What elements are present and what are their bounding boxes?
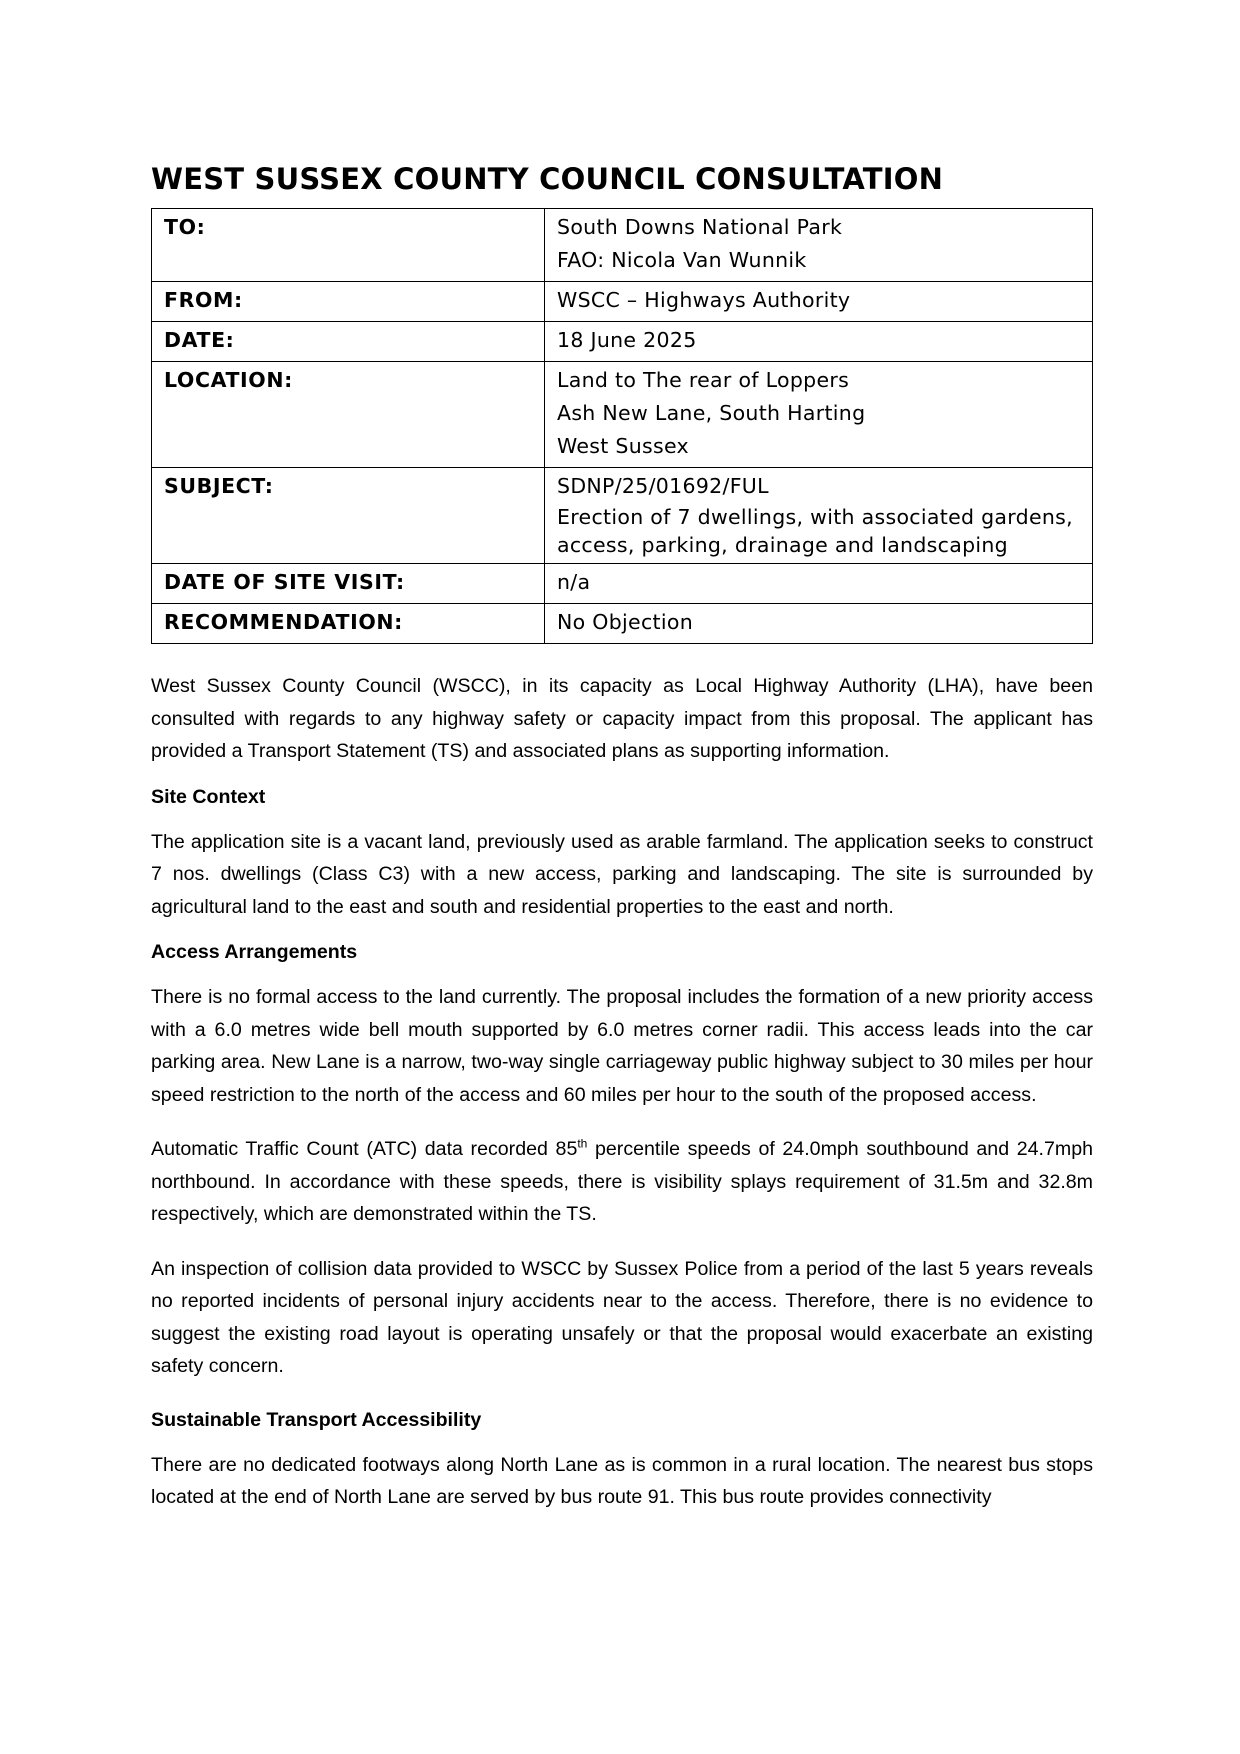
location-label: LOCATION: (152, 362, 545, 468)
location-value (545, 362, 1093, 468)
to-label: TO: (152, 209, 545, 282)
table-row (152, 322, 1093, 362)
date-line-1: 18 June 2025 (557, 328, 697, 352)
access-paragraph-2-start: Automatic Traffic Count (ATC) data recorded 85 (151, 1138, 578, 1160)
intro-paragraph: West Sussex County Council (WSCC), in its capacity as Local Highway Authority (LHA), have been consulted with regards to any highway safety or capacity impact from this proposal. The applicant has provided a Transport Statement (TS) and associated plans as supporting information. (151, 675, 1093, 762)
recommendation-label: RECOMMENDATION: (152, 604, 545, 644)
subject-label: SUBJECT: (152, 468, 545, 564)
consultation-info-table (151, 208, 1093, 644)
subject-line-2: Erection of 7 dwellings, with associated gardens, (557, 505, 1073, 529)
date-label: DATE: (152, 322, 545, 362)
table-row (152, 604, 1093, 644)
from-line-1: WSCC – Highways Authority (557, 288, 851, 312)
document-title: WEST SUSSEX COUNTY COUNCIL CONSULTATION (151, 162, 944, 196)
table-row (152, 282, 1093, 322)
document-page (151, 160, 1093, 1528)
from-label: FROM: (152, 282, 545, 322)
sustainable-transport-paragraph: There are no dedicated footways along North Lane as is common in a rural location. The nearest bus stops located at the end of North Lane are served by bus route 91. This bus route provides connectivity (151, 1453, 1093, 1508)
from-value (545, 282, 1093, 322)
table-row (152, 564, 1093, 604)
site-context-paragraph: The application site is a vacant land, previously used as arable farmland. The application seeks to construct 7 nos. dwellings (Class C3) with a new access, parking and landscaping. The site is surrounded by agricultural land to the east and south and residential properties to the east and north. (151, 830, 1093, 918)
recommendation-value (545, 604, 1093, 644)
location-line-2: Ash New Lane, South Harting (557, 401, 866, 425)
site-visit-line-1: n/a (557, 570, 591, 594)
location-line-3: West Sussex (557, 434, 689, 458)
recommendation-line-1: No Objection (557, 610, 693, 634)
to-line-2: FAO: Nicola Van Wunnik (557, 248, 807, 272)
access-paragraph-2 (151, 1133, 1093, 1231)
subject-line-1: SDNP/25/01692/FUL (557, 474, 769, 498)
to-value (545, 209, 1093, 282)
date-value (545, 322, 1093, 362)
ordinal-suffix: th (577, 1136, 588, 1151)
site-visit-value (545, 564, 1093, 604)
subject-line-3: access, parking, drainage and landscaping (557, 533, 1008, 557)
site-visit-label: DATE OF SITE VISIT: (152, 564, 545, 604)
site-context-heading: Site Context (151, 785, 266, 808)
table-row (152, 209, 1093, 282)
table-row (152, 468, 1093, 564)
access-paragraph-2-end: percentile speeds of 24.0mph southbound and 24.7mph northbound. In accordance with these speeds, there is visibility splays requirement of 31.5m and 32.8m respectively, which are demonstrated within the TS. (151, 1138, 1093, 1225)
location-line-1: Land to The rear of Loppers (557, 368, 850, 392)
to-line-1: South Downs National Park (557, 215, 843, 239)
subject-value (545, 468, 1093, 564)
access-paragraph-3: An inspection of collision data provided to WSCC by Sussex Police from a period of the last 5 years reveals no reported incidents of personal injury accidents near to the access. Therefore, there is no evidence to suggest the existing road layout is operating unsafely or that the proposal would exacerbate an existing safety concern. (151, 1257, 1093, 1377)
access-paragraph-1: There is no formal access to the land currently. The proposal includes the formation of a new priority access with a 6.0 metres wide bell mouth supported by 6.0 metres corner radii. This access leads into the car parking area. New Lane is a narrow, two-way single carriageway public highway subject to 30 miles per hour speed restriction to the north of the access and 60 miles per hour to the south of the proposed access. (151, 986, 1093, 1106)
sustainable-transport-heading: Sustainable Transport Accessibility (151, 1408, 482, 1431)
access-heading: Access Arrangements (151, 941, 358, 963)
table-row (152, 362, 1093, 468)
